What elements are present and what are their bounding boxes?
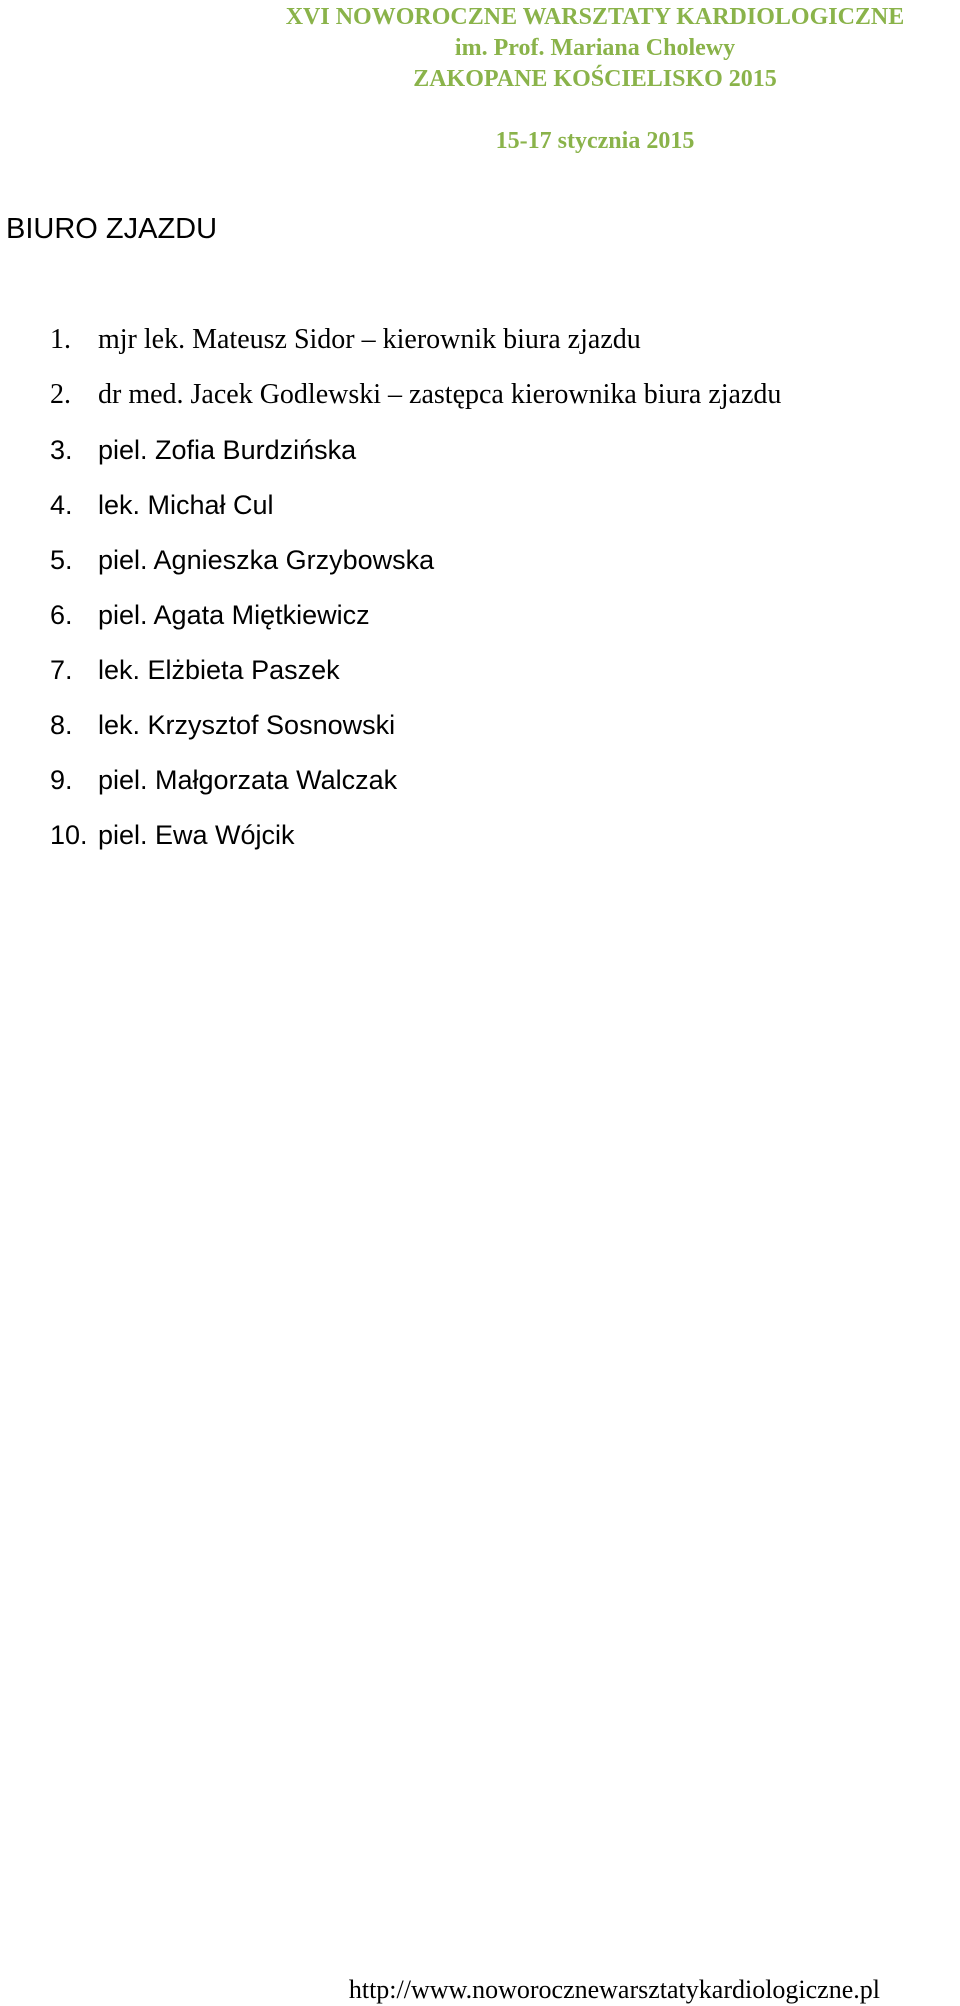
staff-number: 2. — [50, 379, 71, 410]
conference-title: XVI NOWOROCZNE WARSZTATY KARDIOLOGICZNE — [285, 4, 905, 30]
conference-header — [230, 2, 960, 157]
staff-number: 1. — [50, 324, 71, 355]
staff-item — [50, 485, 781, 540]
staff-item — [50, 650, 781, 705]
staff-item — [50, 595, 781, 650]
staff-item — [50, 705, 781, 760]
staff-item — [50, 375, 781, 430]
staff-item — [50, 540, 781, 595]
staff-name: mjr lek. Mateusz Sidor – kierownik biura zjazdu — [98, 324, 641, 355]
staff-name: lek. Krzysztof Sosnowski — [98, 710, 396, 740]
conference-location: ZAKOPANE KOŚCIELISKO 2015 — [413, 66, 777, 92]
staff-name: lek. Michał Cul — [98, 490, 274, 520]
staff-number: 3. — [50, 435, 73, 465]
website-url[interactable]: http://www.noworocznewarsztatykardiologiczne.pl — [348, 1975, 880, 2004]
staff-item — [50, 760, 781, 815]
staff-number: 9. — [50, 765, 73, 795]
staff-list — [50, 320, 781, 870]
staff-name: piel. Ewa Wójcik — [98, 820, 295, 850]
staff-name: piel. Małgorzata Walczak — [98, 765, 398, 795]
staff-item — [50, 430, 781, 485]
staff-number: 6. — [50, 600, 73, 630]
staff-number: 10. — [50, 820, 88, 850]
staff-name: dr med. Jacek Godlewski – zastępca kierownika biura zjazdu — [98, 379, 782, 410]
staff-item — [50, 815, 781, 870]
conference-patron: im. Prof. Mariana Cholewy — [454, 35, 736, 61]
staff-name: piel. Zofia Burdzińska — [98, 435, 357, 465]
staff-number: 5. — [50, 545, 73, 575]
conference-date: 15-17 stycznia 2015 — [495, 128, 695, 154]
office-title: BIURO ZJAZDU — [6, 213, 218, 245]
staff-name: lek. Elżbieta Paszek — [98, 655, 340, 685]
staff-number: 8. — [50, 710, 73, 740]
staff-number: 7. — [50, 655, 73, 685]
staff-number: 4. — [50, 490, 73, 520]
staff-name: piel. Agnieszka Grzybowska — [98, 545, 435, 575]
staff-name: piel. Agata Miętkiewicz — [98, 600, 370, 630]
staff-item — [50, 320, 781, 375]
